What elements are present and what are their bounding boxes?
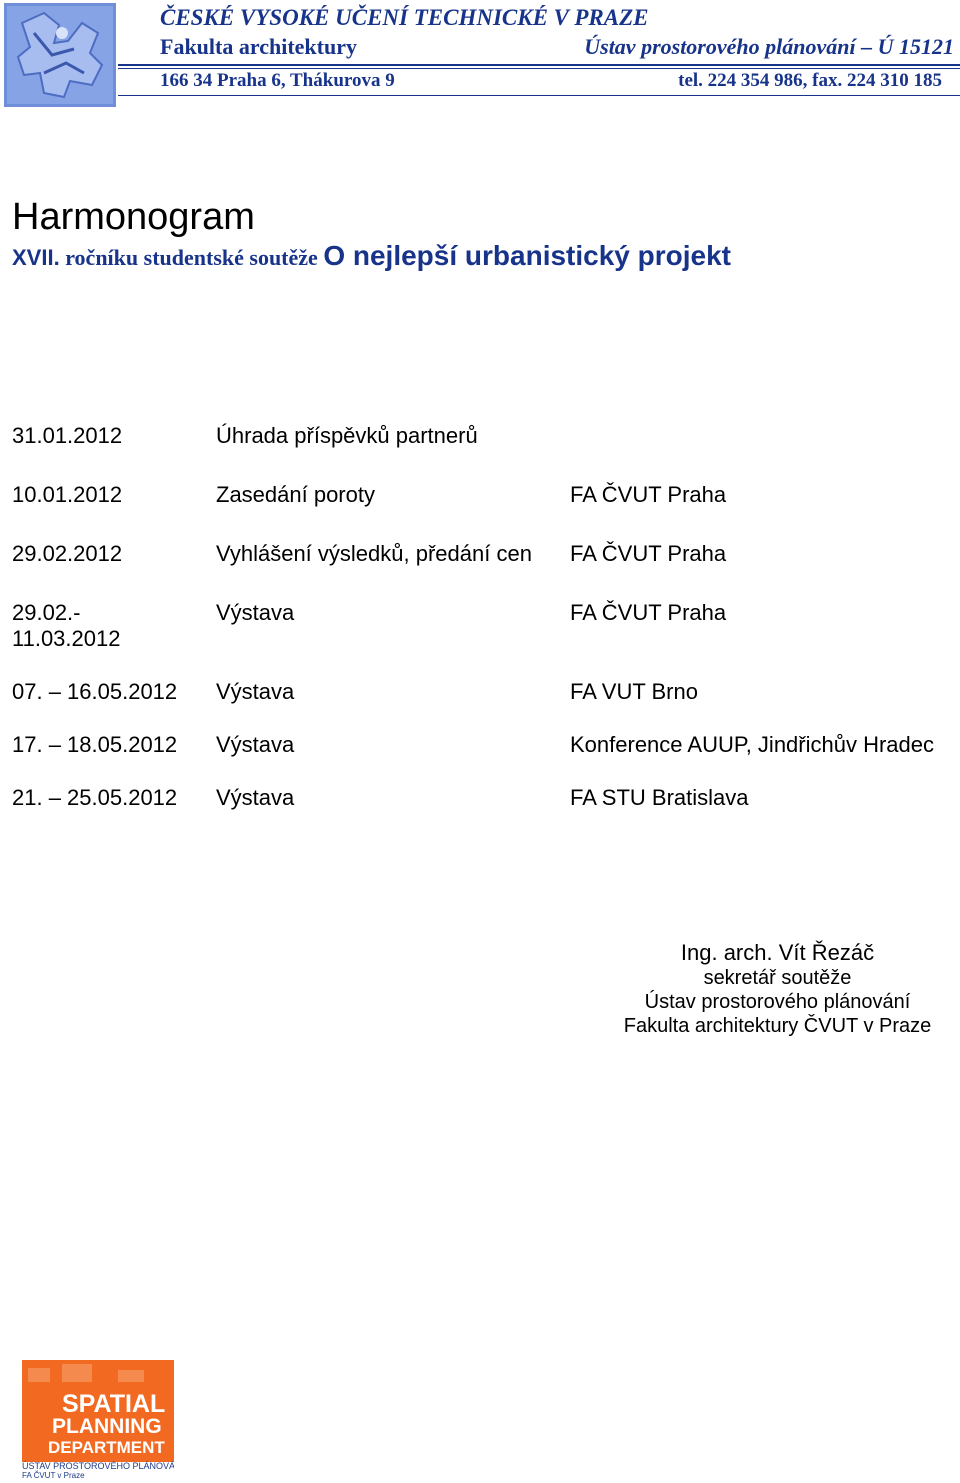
schedule-date: 07. – 16.05.2012	[12, 679, 178, 704]
schedule-event: Zasedání poroty	[216, 482, 375, 507]
university-name: ČESKÉ VYSOKÉ UČENÍ TECHNICKÉ V PRAZE	[160, 5, 649, 30]
header-divider	[118, 64, 960, 66]
schedule-place: FA ČVUT Praha	[570, 541, 727, 566]
logo-line4: ÚSTAV PROSTOROVÉHO PLÁNOVÁNÍ	[22, 1461, 174, 1471]
subtitle-text: ročníku studentské soutěže	[59, 245, 324, 270]
schedule-date: 29.02.-	[12, 600, 81, 625]
schedule-date-end: 11.03.2012	[12, 626, 121, 651]
institute-name: Ústav prostorového plánování – Ú 15121	[584, 34, 954, 59]
schedule-event: Vyhlášení výsledků, předání cen	[216, 541, 532, 566]
schedule-place: FA ČVUT Praha	[570, 600, 727, 625]
faculty-name: Fakulta architektury	[160, 34, 357, 59]
page-subtitle	[12, 240, 731, 272]
schedule-event: Výstava	[216, 732, 295, 757]
schedule-place: FA STU Bratislava	[570, 785, 749, 810]
logo-line2: PLANNING	[52, 1415, 162, 1438]
schedule-event: Výstava	[216, 679, 295, 704]
schedule-event: Výstava	[216, 600, 295, 625]
schedule-date: 10.01.2012	[12, 482, 123, 507]
schedule-date: 17. – 18.05.2012	[12, 732, 178, 757]
schedule-place: FA VUT Brno	[570, 679, 698, 704]
schedule-date: 21. – 25.05.2012	[12, 785, 178, 810]
subtitle-edition: XVII.	[12, 245, 60, 270]
schedule-event: Úhrada příspěvků partnerů	[216, 423, 478, 448]
schedule-date: 31.01.2012	[12, 423, 123, 448]
schedule-event: Výstava	[216, 785, 295, 810]
header-bottom-divider	[118, 95, 960, 96]
schedule-place: FA ČVUT Praha	[570, 482, 727, 507]
schedule-date: 29.02.2012	[12, 541, 123, 566]
logo-line5: FA ČVUT v Praze	[22, 1471, 85, 1478]
page-title: Harmonogram	[12, 196, 255, 238]
cvut-logo	[4, 3, 116, 107]
header-divider-thin	[118, 68, 960, 69]
competition-name: O nejlepší urbanistický projekt	[323, 240, 731, 271]
signatory-role: sekretář soutěže	[703, 967, 852, 989]
schedule-place: Konference AUUP, Jindřichův Hradec	[570, 732, 935, 757]
signatory-name: Ing. arch. Vít Řezáč	[680, 940, 875, 965]
signatory-institute: Ústav prostorového plánování	[644, 991, 911, 1013]
address: 166 34 Praha 6, Thákurova 9	[160, 70, 395, 91]
signatory-faculty: Fakulta architektury ČVUT v Praze	[623, 1015, 932, 1037]
logo-line1: SPATIAL	[62, 1390, 166, 1418]
spatial-planning-logo	[22, 1360, 174, 1478]
contact-info: tel. 224 354 986, fax. 224 310 185	[678, 70, 942, 91]
logo-line3: DEPARTMENT	[48, 1438, 165, 1457]
